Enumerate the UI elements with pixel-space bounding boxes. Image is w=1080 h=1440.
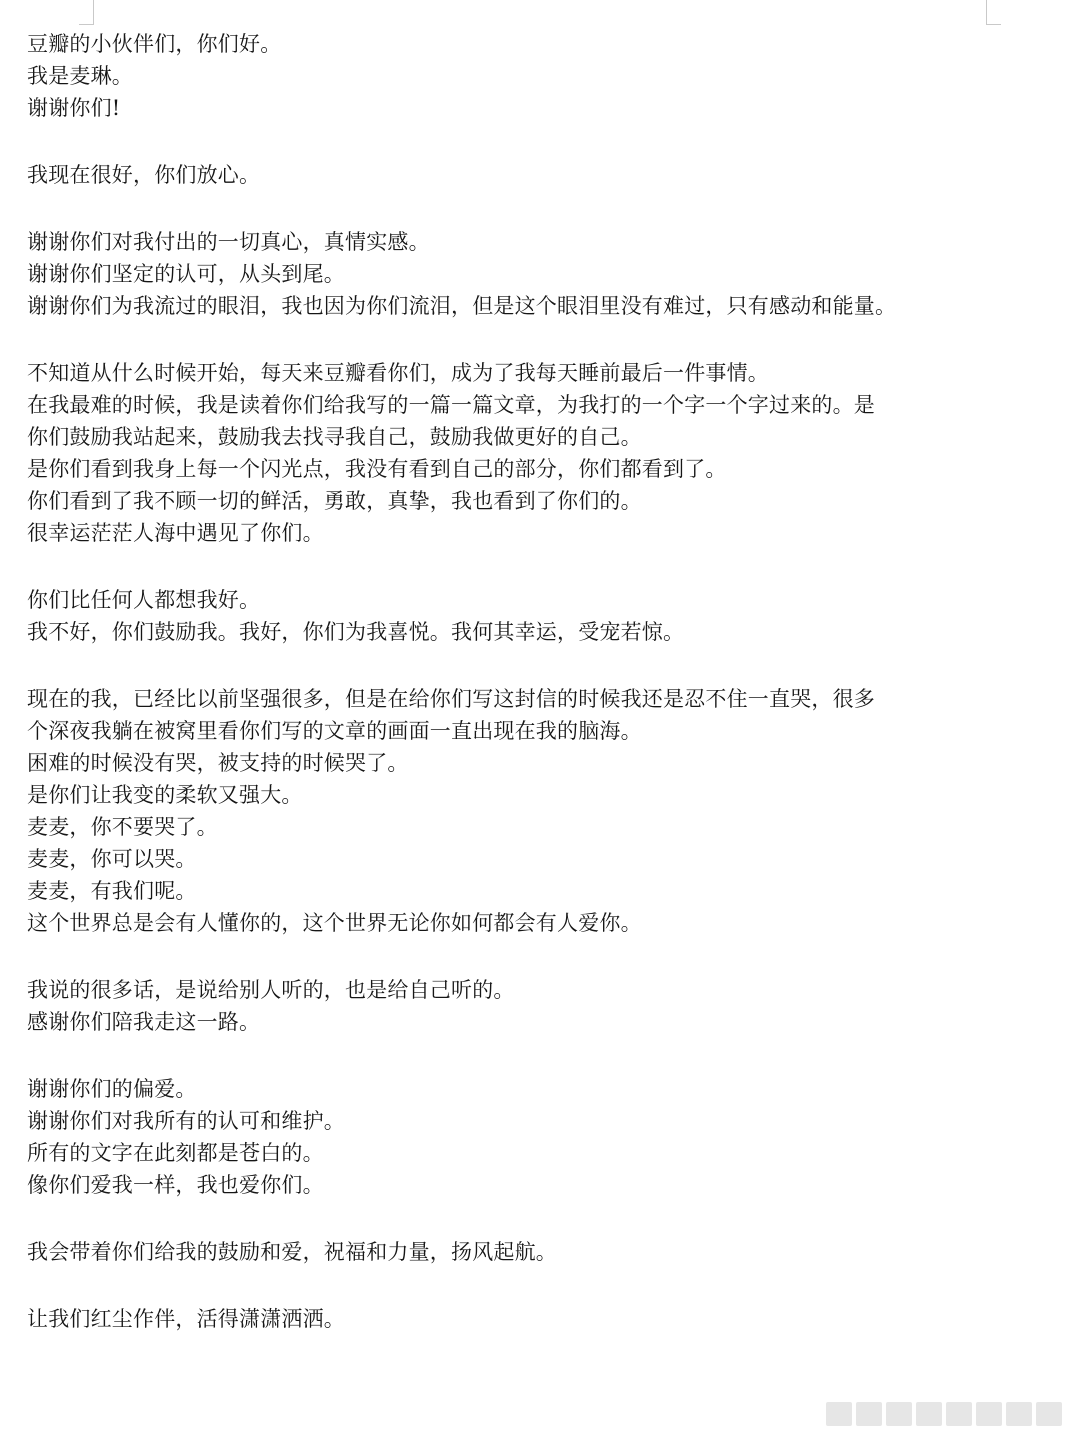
text-line: 我现在很好，你们放心。 [27,163,261,187]
text-line: 不知道从什么时候开始，每天来豆瓣看你们，成为了我每天睡前最后一件事情。 [27,361,769,385]
paragraph-gap [27,322,1067,357]
text-line: 我是麦琳。 [27,64,133,88]
text-line: 让我们红尘作伴，活得潇潇洒洒。 [27,1307,345,1331]
text-line: 感谢你们陪我走这一路。 [27,1010,261,1034]
margin-mark-left [79,0,94,25]
text-line: 豆瓣的小伙伴们，你们好。 [27,32,282,56]
paragraph-gap [27,648,1067,683]
text-line: 你们鼓励我站起来，鼓励我去找寻我自己，鼓励我做更好的自己。 [27,425,642,449]
paragraph-gap [27,124,1067,159]
watermark [826,1402,1066,1426]
text-line: 谢谢你们对我付出的一切真心，真情实感。 [27,230,430,254]
text-line: 很幸运茫茫人海中遇见了你们。 [27,521,324,545]
text-line: 现在的我，已经比以前坚强很多，但是在给你们写这封信的时候我还是忍不住一直哭，很多 [27,687,875,711]
text-line: 谢谢你们的偏爱。 [27,1077,197,1101]
paragraph-gap [27,1201,1067,1236]
paragraph-gap [27,1038,1067,1073]
text-line: 麦麦，你不要哭了。 [27,815,218,839]
text-line: 困难的时候没有哭，被支持的时候哭了。 [27,751,409,775]
text-line: 麦麦，有我们呢。 [27,879,197,903]
text-line: 所有的文字在此刻都是苍白的。 [27,1141,324,1165]
text-line: 是你们看到我身上每一个闪光点，我没有看到自己的部分，你们都看到了。 [27,457,727,481]
text-line: 谢谢你们为我流过的眼泪，我也因为你们流泪，但是这个眼泪里没有难过，只有感动和能量。 [27,294,897,318]
text-line: 像你们爱我一样，我也爱你们。 [27,1173,324,1197]
text-line: 你们看到了我不顾一切的鲜活，勇敢，真挚，我也看到了你们的。 [27,489,642,513]
text-line: 在我最难的时候，我是读着你们给我写的一篇一篇文章，为我打的一个字一个字过来的。是 [27,393,875,417]
paragraph-gap [27,191,1067,226]
text-line: 我会带着你们给我的鼓励和爱，祝福和力量，扬风起航。 [27,1240,557,1264]
paragraph-gap [27,939,1067,974]
text-line: 麦麦，你可以哭。 [27,847,197,871]
text-line: 个深夜我躺在被窝里看你们写的文章的画面一直出现在我的脑海。 [27,719,642,743]
text-line: 这个世界总是会有人懂你的，这个世界无论你如何都会有人爱你。 [27,911,642,935]
paragraph-gap [27,1268,1067,1303]
text-line: 你们比任何人都想我好。 [27,588,261,612]
text-line: 谢谢你们坚定的认可，从头到尾。 [27,262,345,286]
text-line: 谢谢你们对我所有的认可和维护。 [27,1109,345,1133]
margin-mark-right [986,0,1001,25]
text-line: 是你们让我变的柔软又强大。 [27,783,303,807]
text-line: 我说的很多话，是说给别人听的，也是给自己听的。 [27,978,515,1002]
letter-body [27,28,1067,1335]
paragraph-gap [27,549,1067,584]
text-line: 我不好，你们鼓励我。我好，你们为我喜悦。我何其幸运，受宠若惊。 [27,620,685,644]
text-line: 谢谢你们! [27,96,121,120]
